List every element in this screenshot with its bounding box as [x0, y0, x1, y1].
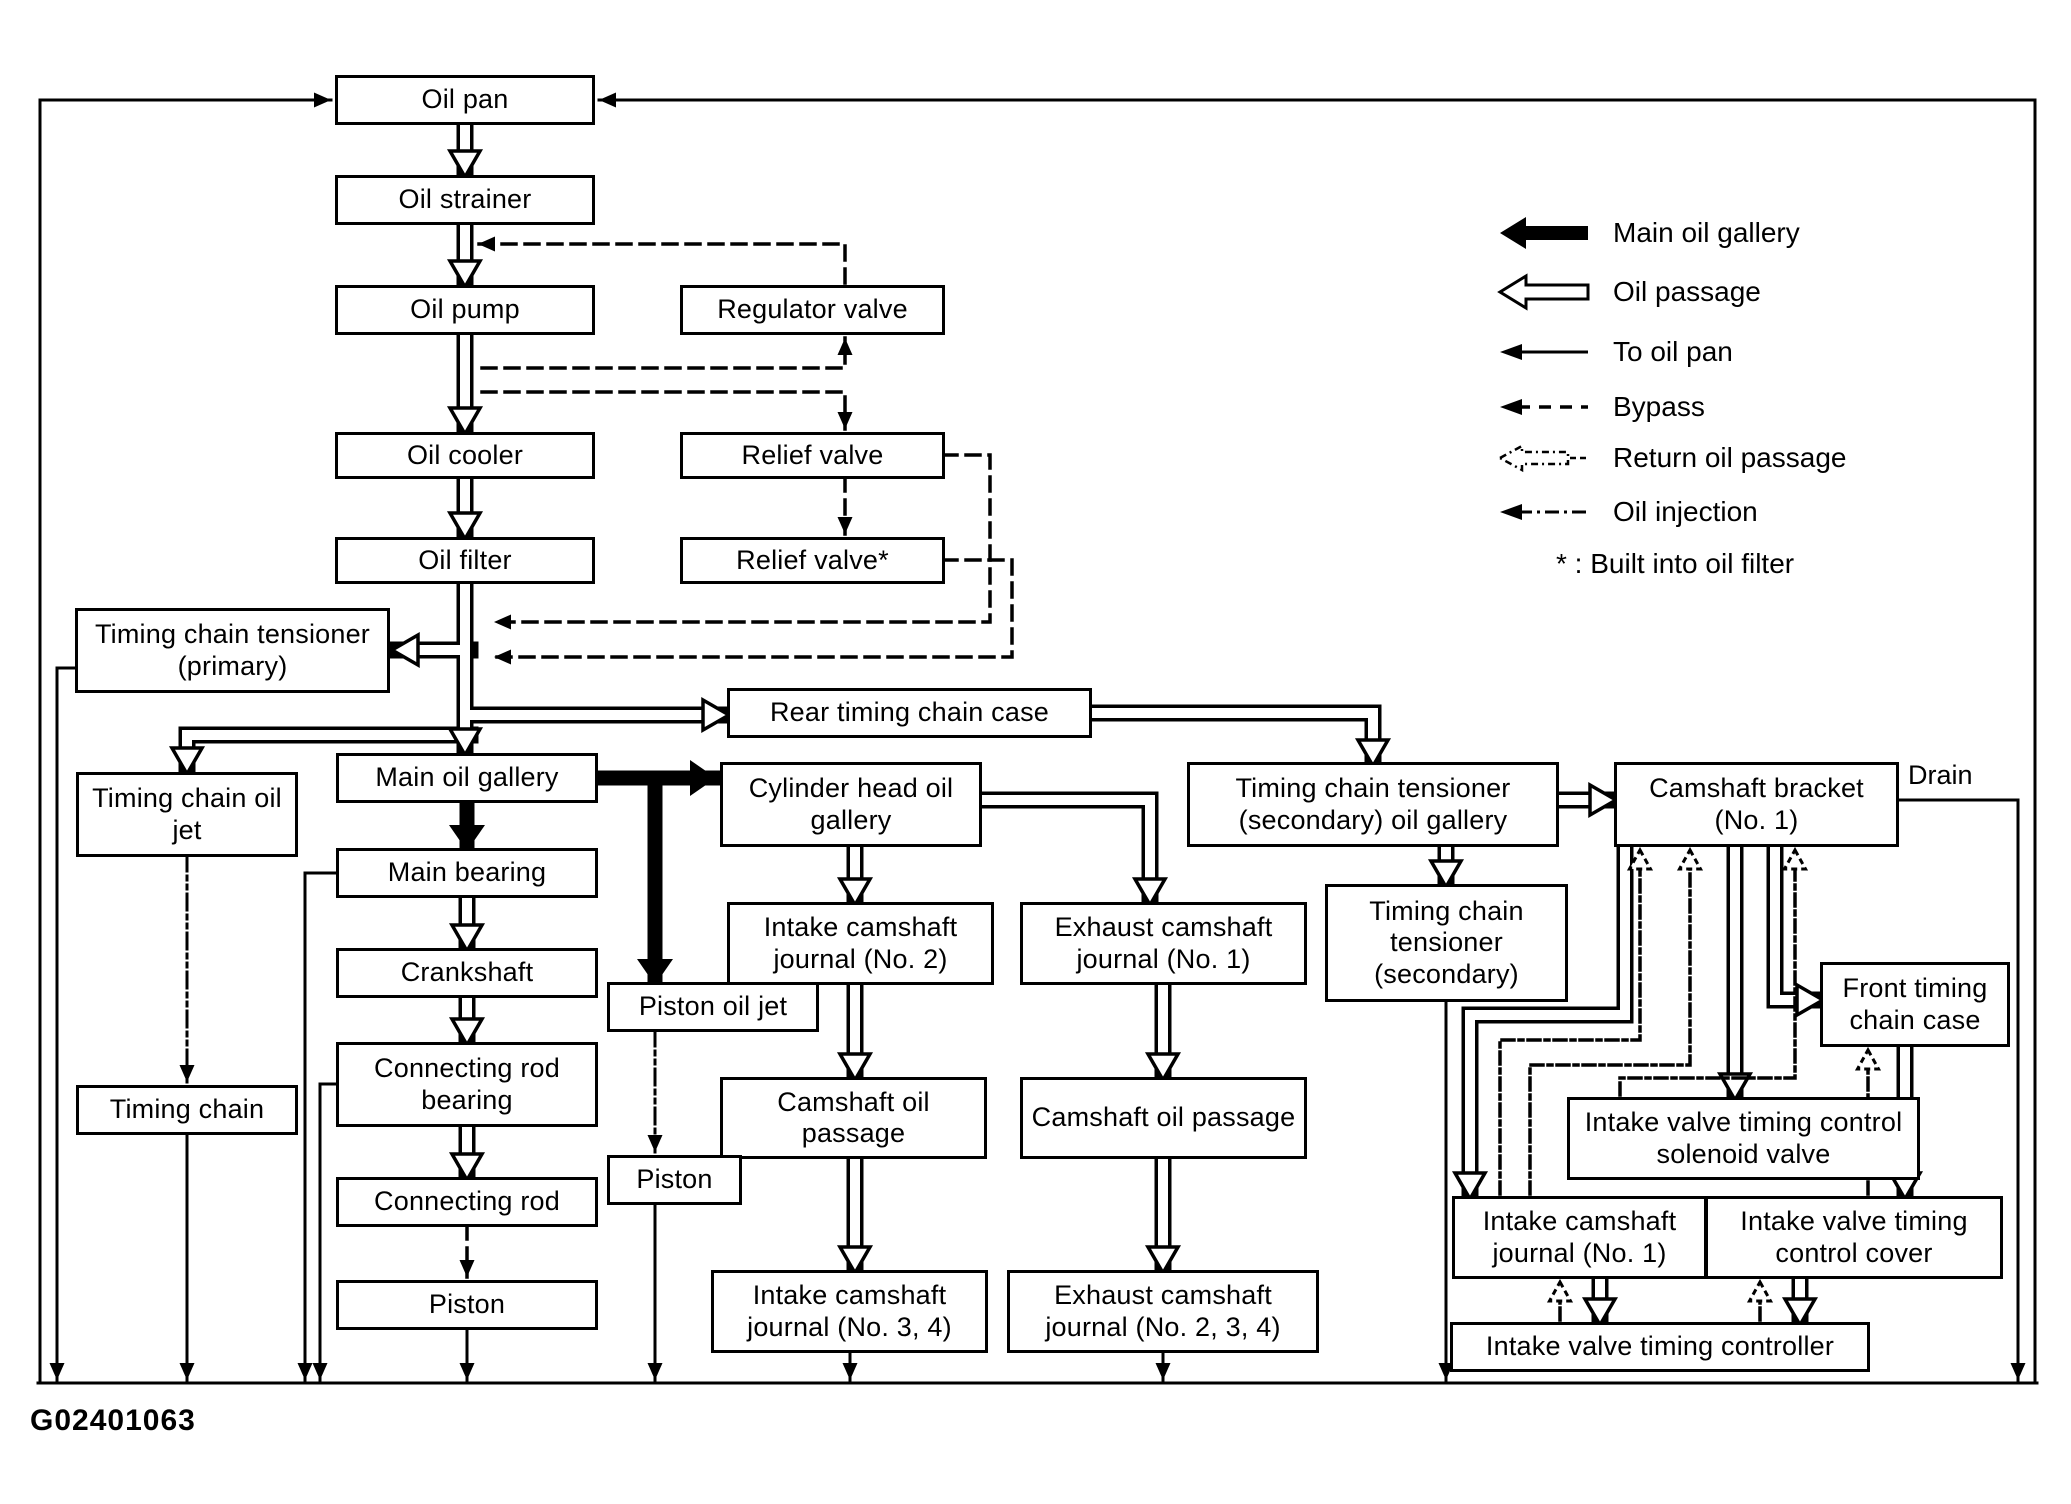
- node-ivt-cover: Intake valve timing control cover: [1705, 1196, 2003, 1279]
- arrowhead: [843, 1363, 858, 1380]
- arrowhead: [450, 513, 480, 539]
- node-oil-strainer: Oil strainer: [335, 175, 595, 225]
- arrowhead: [180, 1065, 195, 1082]
- node-cam-oil-passage-exhaust: Camshaft oil passage: [1020, 1077, 1307, 1159]
- legend-item-oil-passage: [1496, 272, 1761, 312]
- oil-passage-channel: [980, 800, 1150, 885]
- node-ivt-solenoid: Intake valve timing control solenoid valve: [1567, 1097, 1920, 1180]
- arrowhead: [392, 635, 418, 665]
- arrowhead: [648, 1363, 663, 1380]
- node-intake-cam-j1: Intake camshaft journal (No. 1): [1452, 1196, 1707, 1279]
- node-timing-chain: Timing chain: [76, 1085, 298, 1135]
- legend-item-return-oil-passage: [1496, 438, 1846, 478]
- node-cyl-head-gallery: Cylinder head oil gallery: [720, 762, 982, 847]
- arrowhead: [50, 1363, 65, 1380]
- to-oil-pan-line: [320, 1084, 338, 1380]
- arrowhead: [494, 650, 511, 665]
- node-relief-valve: Relief valve: [680, 432, 945, 479]
- arrowhead: [1550, 1282, 1571, 1301]
- node-rear-tcc: Rear timing chain case: [727, 688, 1092, 738]
- arrowhead: [1590, 785, 1616, 815]
- node-tct-sec-gallery: Timing chain tensioner (secondary) oil gallery: [1187, 762, 1559, 847]
- node-oil-pan: Oil pan: [335, 75, 595, 125]
- arrowhead: [172, 748, 202, 774]
- to-oil-pan-line: [1897, 800, 2018, 1380]
- node-exhaust-cam-j234: Exhaust camshaft journal (No. 2, 3, 4): [1007, 1270, 1319, 1353]
- legend-label: Oil passage: [1613, 276, 1761, 307]
- arrowhead: [180, 1363, 195, 1380]
- arrowhead: [1858, 1050, 1879, 1069]
- node-ivt-controller: Intake valve timing controller: [1450, 1322, 1870, 1372]
- node-tct-secondary: Timing chain tensioner (secondary): [1325, 884, 1568, 1002]
- arrowhead: [1750, 1282, 1771, 1301]
- node-conrod-bearing: Connecting rod bearing: [336, 1042, 598, 1127]
- arrowhead: [450, 261, 480, 287]
- legend-label: Oil injection: [1613, 496, 1758, 527]
- oil-injection-arrow-icon: [1496, 492, 1591, 532]
- arrowhead: [703, 700, 729, 730]
- legend-label: To oil pan: [1613, 336, 1733, 367]
- legend-label: Main oil gallery: [1613, 217, 1800, 248]
- arrowhead: [298, 1363, 313, 1380]
- node-main-bearing: Main bearing: [336, 848, 598, 898]
- node-relief-valve-2: Relief valve*: [680, 537, 945, 584]
- oil-passage-line: [1090, 713, 1373, 766]
- node-crankshaft: Crankshaft: [336, 948, 598, 998]
- node-oil-pump: Oil pump: [335, 285, 595, 335]
- arrowhead: [450, 408, 480, 434]
- node-piston-b: Piston: [607, 1155, 742, 1205]
- bypass-line: [482, 392, 845, 429]
- arrowhead: [460, 1363, 475, 1380]
- node-intake-cam-j34: Intake camshaft journal (No. 3, 4): [711, 1270, 988, 1353]
- arrowhead: [648, 1135, 663, 1152]
- arrowhead: [450, 151, 480, 177]
- legend-label: Return oil passage: [1613, 442, 1847, 473]
- node-piston-a: Piston: [336, 1280, 598, 1330]
- oil-passage-arrow-icon: [1496, 272, 1591, 312]
- main-oil-gallery-arrow-icon: [1496, 213, 1591, 253]
- arrowhead: [838, 517, 853, 534]
- arrowhead: [1785, 850, 1806, 869]
- legend-item-to-oil-pan: [1496, 332, 1733, 372]
- oil-passage-channel: [187, 735, 470, 754]
- node-oil-cooler: Oil cooler: [335, 432, 595, 479]
- bypass-line: [478, 244, 845, 283]
- node-exhaust-cam-j1: Exhaust camshaft journal (No. 1): [1020, 902, 1307, 985]
- legend-label: Bypass: [1613, 391, 1705, 422]
- arrowhead: [494, 615, 511, 630]
- arrowhead: [1680, 850, 1701, 869]
- node-camshaft-bracket: Camshaft bracket (No. 1): [1614, 762, 1899, 847]
- bypass-line: [482, 338, 845, 368]
- figure-id: G02401063: [30, 1404, 196, 1437]
- node-cam-oil-passage-intake: Camshaft oil passage: [720, 1077, 987, 1159]
- node-regulator-valve: Regulator valve: [680, 285, 945, 335]
- node-front-tcc: Front timing chain case: [1820, 962, 2010, 1047]
- node-oil-filter: Oil filter: [335, 537, 595, 584]
- to-oil-pan-line: [57, 668, 77, 1380]
- node-tct-primary: Timing chain tensioner (primary): [75, 608, 390, 693]
- oil-passage-channel: [1090, 713, 1373, 746]
- drain-label: Drain: [1908, 760, 1973, 790]
- node-tc-oil-jet: Timing chain oil jet: [76, 772, 298, 857]
- arrowhead: [314, 93, 331, 108]
- to-oil-pan-arrow-icon: [1496, 332, 1591, 372]
- legend-item-bypass: [1496, 387, 1705, 427]
- arrowhead: [599, 93, 616, 108]
- node-piston-oil-jet: Piston oil jet: [607, 982, 819, 1032]
- arrowhead: [460, 1260, 475, 1277]
- node-intake-cam-j2: Intake camshaft journal (No. 2): [727, 902, 994, 985]
- legend-note: * : Built into oil filter: [1556, 548, 1795, 579]
- oil-passage-line: [980, 800, 1150, 905]
- arrowhead: [838, 338, 853, 355]
- node-main-oil-gallery: Main oil gallery: [336, 753, 598, 803]
- arrowhead: [2011, 1363, 2026, 1380]
- node-conrod: Connecting rod: [336, 1177, 598, 1227]
- legend-item-main-oil-gallery: [1496, 213, 1800, 253]
- arrowhead: [478, 237, 495, 252]
- arrowhead: [838, 412, 853, 429]
- arrowhead: [313, 1363, 328, 1380]
- arrowhead: [1156, 1363, 1171, 1380]
- legend-item-oil-injection: [1496, 492, 1758, 532]
- return-oil-passage-arrow-icon: [1496, 438, 1591, 478]
- arrowhead: [690, 760, 716, 796]
- bypass-arrow-icon: [1496, 387, 1591, 427]
